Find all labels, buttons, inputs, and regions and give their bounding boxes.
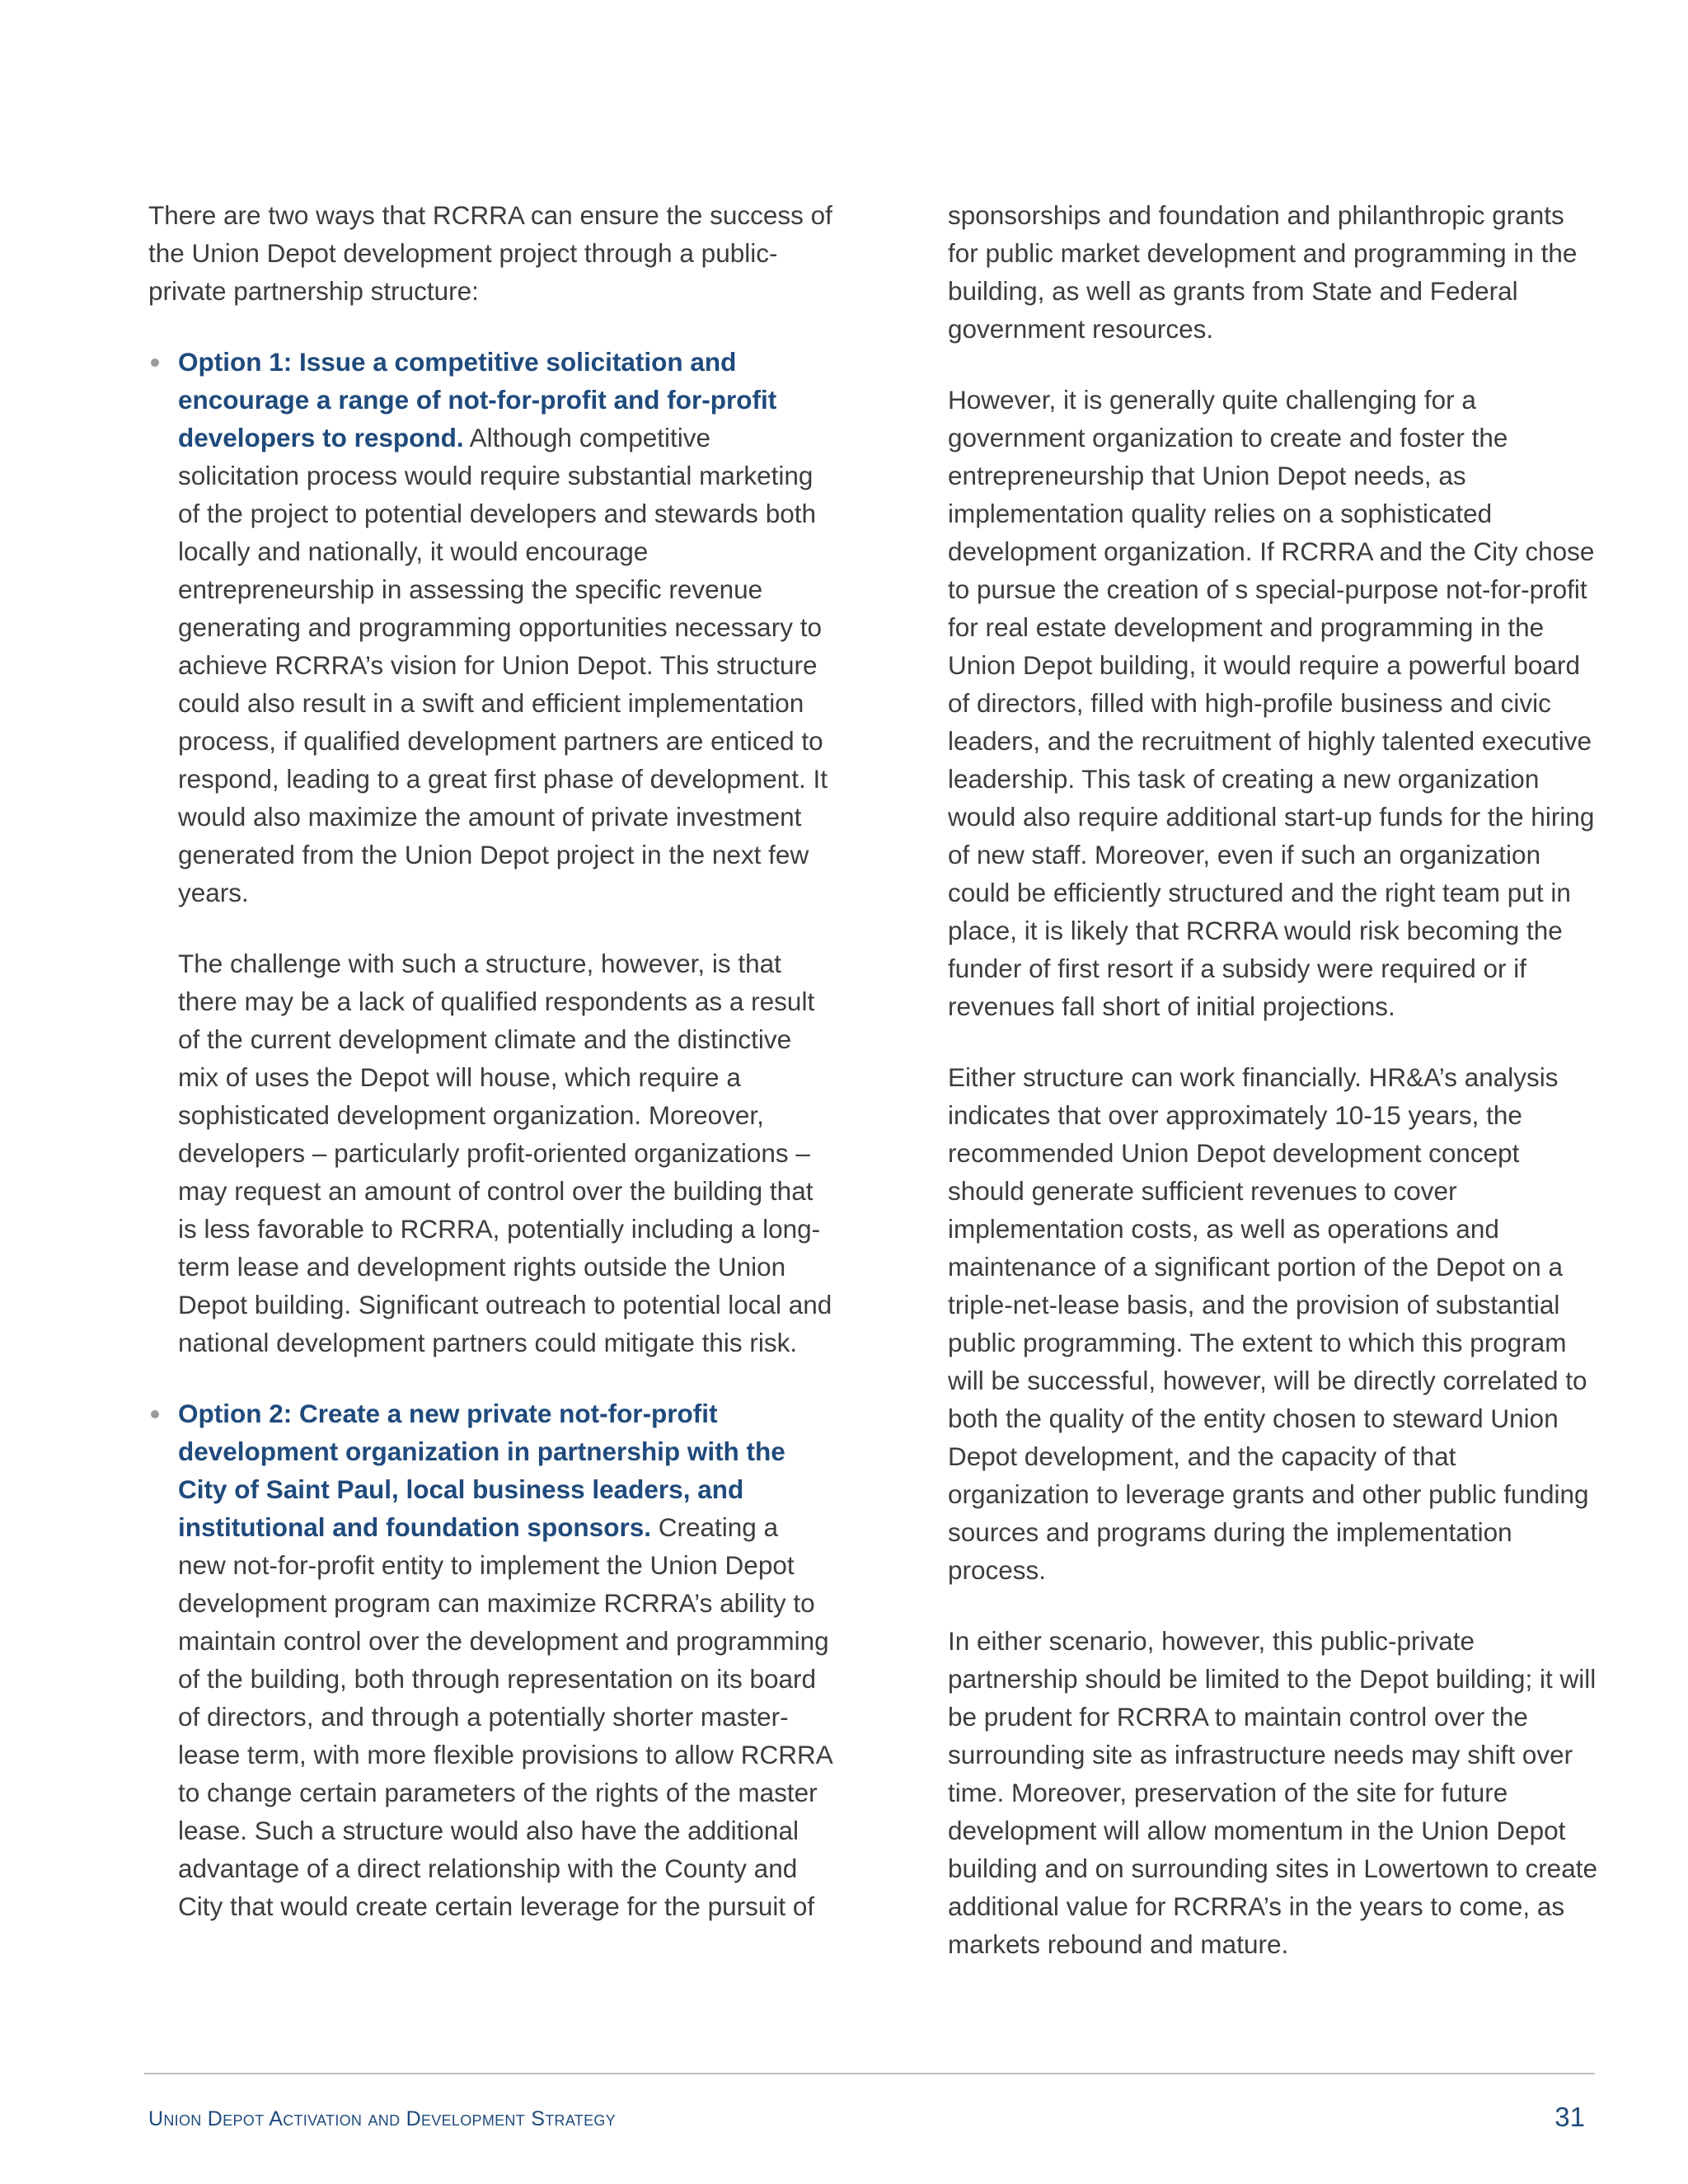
left-column xyxy=(148,196,832,1958)
footer-divider xyxy=(144,2073,1595,2074)
option-2-heading: Option 2: Create a new private not-for-profit development organization in partnership with the City of Saint Paul, local business leaders, and institutional and foundation sponsors. xyxy=(178,1399,785,1542)
right-paragraph-3: Either structure can work financially. HR&A’s analysis indicates that over approximately 10-15 years, the recommended Union Depot development concept should generate sufficient revenues to cover implementation costs, as well as operations and maintenance of a significant portion of the Depot on a triple-net-lease basis, and the provision of substantial public programming. The extent to which this program will be successful, however, will be directly correlated to both the quality of the entity chosen to steward Union Depot development, and the capacity of that organization to leverage grants and other public funding sources and programs during the implementation process. xyxy=(948,1062,1589,1585)
intro-paragraph: There are two ways that RCRRA can ensure the success of the Union Depot development project through a public-private partnership structure: xyxy=(148,200,832,306)
option-2-item xyxy=(148,1394,832,1925)
bullet-icon xyxy=(151,1410,159,1418)
page-number: 31 xyxy=(1554,2102,1585,2132)
options-list xyxy=(148,343,832,1925)
option-2-body: Creating a new not-for-profit entity to implement the Union Depot development program can maximize RCRRA’s ability to maintain control over the development and programming of the building, both through representation on its board of directors, and through a potentially shorter master-lease term, with more flexible provisions to allow RCRRA to change certain parameters of the rights of the master lease. Such a structure would also have the additional advantage of a direct relationship with the County and City that would create certain leverage for the pursuit of xyxy=(178,1512,832,1921)
right-paragraph-1: sponsorships and foundation and philanthropic grants for public market development and programming in the building, as well as grants from State and Federal government resources. xyxy=(948,200,1578,344)
right-column xyxy=(948,196,1599,1996)
option-1-challenge-paragraph: The challenge with such a structure, however, is that there may be a lack of qualified respondents as a result of the current development climate and the distinctive mix of uses the Depot will house, which require a sophisticated development organization. Moreover, developers – particularly profit-oriented organizations – may request an amount of control over the building that is less favorable to RCRRA, potentially including a long-term lease and development rights outside the Union Depot building. Significant outreach to potential local and national development partners could mitigate this risk. xyxy=(178,949,832,1357)
bullet-icon xyxy=(151,359,159,367)
option-2-paragraph xyxy=(178,1394,832,1925)
footer-title: Union Depot Activation and Development Strategy xyxy=(148,2107,617,2130)
right-paragraph-4: In either scenario, however, this public-private partnership should be limited to the Depot building; it will be prudent for RCRRA to maintain control over the surrounding site as infrastructure needs may shift over time. Moreover, preservation of the site for future development will allow momentum in the Union Depot building and on surrounding sites in Lowertown to create additional value for RCRRA’s in the years to come, as markets rebound and mature. xyxy=(948,1626,1597,1959)
option-1-heading: Option 1: Issue a competitive solicitation and encourage a range of not-for-profit and for-profit developers to respond. xyxy=(178,347,777,452)
option-1-item xyxy=(148,343,832,1361)
right-paragraph-2: However, it is generally quite challenging for a government organization to create and foster the entrepreneurship that Union Depot needs, as implementation quality relies on a sophisticated development organization. If RCRRA and the City chose to pursue the creation of s special-purpose not-for-profit for real estate development and programming in the Union Depot building, it would require a powerful board of directors, filled with high-profile business and civic leaders, and the recruitment of highly talented executive leadership. This task of creating a new organization would also require additional start-up funds for the hiring of new staff. Moreover, even if such an organization could be efficiently structured and the right team put in place, it is likely that RCRRA would risk becoming the funder of first resort if a subsidy were required or if revenues fall short of initial projections. xyxy=(948,385,1595,1021)
option-1-body: Although competitive solicitation process would require substantial marketing of the project to potential developers and stewards both locally and nationally, it would encourage entrepreneurship in assessing the specific revenue generating and programming opportunities necessary to achieve RCRRA’s vision for Union Depot. This structure could also result in a swift and efficient implementation process, if qualified development partners are enticed to respond, leading to a great first phase of development. It would also maximize the amount of private investment generated from the Union Depot project in the next few years. xyxy=(178,423,828,907)
option-1-paragraph xyxy=(178,343,832,912)
